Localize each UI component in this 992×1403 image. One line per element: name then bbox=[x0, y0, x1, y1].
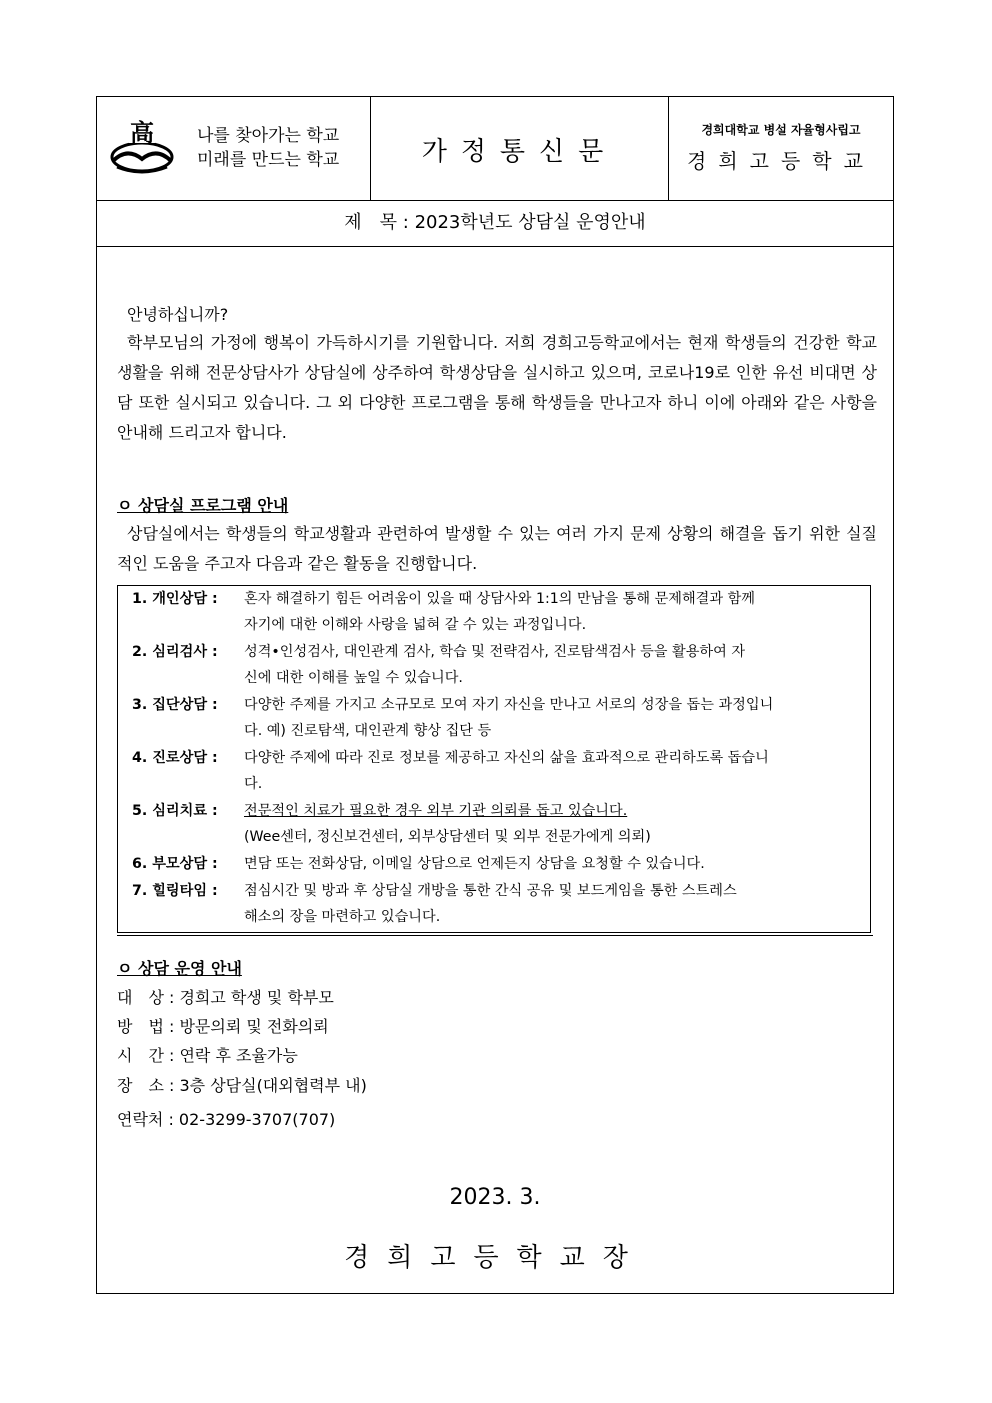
program-section-heading: ㅇ 상담실 프로그램 안내 bbox=[117, 496, 289, 515]
greeting: 안녕하십니까? bbox=[127, 305, 229, 324]
school-emblem-icon bbox=[107, 117, 177, 177]
letter-header bbox=[97, 97, 893, 201]
program-item-text: 전문적인 치료가 필요한 경우 외부 기관 의뢰를 돕고 있습니다. (Wee센터, 정신보건센터, 외부상담센터 및 외부 전문가에게 의뢰) bbox=[244, 803, 651, 845]
school-affiliation: 경희대학교 병설 자율형사립고 bbox=[701, 123, 861, 137]
program-item-text: 점심시간 및 방과 후 상담실 개방을 통한 간식 공유 및 보드게임을 통한 스트레스 해소의 장을 마련하고 있습니다. bbox=[244, 883, 737, 925]
school-name: 경희고등학교 bbox=[687, 149, 875, 173]
header-title-cell bbox=[371, 97, 669, 200]
svg-text:高: 高 bbox=[130, 118, 154, 147]
letter-date: 2023. 3. bbox=[449, 1185, 541, 1210]
box-bottom-rule bbox=[117, 935, 873, 936]
intro-paragraph: 학부모님의 가정에 행복이 가득하시기를 기원합니다. 저희 경희고등학교에서는 현재 학생들의 건강한 학교생활을 위해 전문상담사가 상담실에 상주하여 학생상담을 실시하고 있으며, 코로나19로 인한 유선 비대면 상담 또한 실시되고 있습니다. 그 외 다양한 프로그램을 통해 학생들을 만나고자 하니 이에 아래와 같은 사항을 안내해 드리고자 합니다. bbox=[117, 333, 877, 442]
letter-frame bbox=[96, 96, 894, 1294]
program-item-label: 4. 진로상담 : bbox=[132, 750, 218, 766]
motto-line-2: 미래를 만드는 학교 bbox=[197, 150, 340, 170]
program-item-label: 2. 심리검사 : bbox=[132, 644, 218, 660]
program-item-label: 1. 개인상담 : bbox=[132, 591, 218, 607]
school-motto bbox=[197, 124, 339, 172]
program-item-text: 다양한 주제를 가지고 소규모로 모여 자기 자신을 만나고 서로의 성장을 돕는 과정입니 다. 예) 진로탐색, 대인관계 향상 집단 등 bbox=[244, 697, 774, 739]
header-motto-cell bbox=[97, 97, 371, 200]
program-list-box bbox=[117, 585, 871, 933]
program-item-label: 3. 집단상담 : bbox=[132, 697, 218, 713]
subject-line: 제 목 : 2023학년도 상담실 운영안내 bbox=[97, 200, 893, 247]
operation-contact: 연락처 : 02-3299-3707(707) bbox=[117, 1110, 336, 1129]
program-description: 상담실에서는 학생들의 학교생활과 관련하여 발생할 수 있는 여러 가지 문제 상황의 해결을 돕기 위한 실질적인 도움을 주고자 다음과 같은 활동을 진행합니다. bbox=[117, 524, 877, 573]
operation-target: 대 상 : 경희고 학생 및 학부모 bbox=[117, 988, 334, 1007]
operation-place: 장 소 : 3층 상담실(대외협력부 내) bbox=[117, 1076, 367, 1095]
operation-section-heading: ㅇ 상담 운영 안내 bbox=[117, 959, 242, 978]
program-item-label: 7. 힐링타임 : bbox=[132, 883, 218, 899]
header-school-cell bbox=[669, 97, 893, 200]
document-title: 가정통신문 bbox=[421, 137, 618, 167]
motto-line-1: 나를 찾아가는 학교 bbox=[197, 126, 340, 146]
operation-method: 방 법 : 방문의뢰 및 전화의뢰 bbox=[117, 1017, 329, 1036]
program-item-text: 면담 또는 전화상담, 이메일 상담으로 언제든지 상담을 요청할 수 있습니다. bbox=[244, 856, 705, 872]
principal-signature: 경희고등학교장 bbox=[344, 1243, 646, 1273]
operation-time: 시 간 : 연락 후 조율가능 bbox=[117, 1046, 298, 1065]
program-item-text: 혼자 해결하기 힘든 어려움이 있을 때 상담사와 1:1의 만남을 통해 문제해결과 함께 자기에 대한 이해와 사랑을 넓혀 갈 수 있는 과정입니다. bbox=[244, 591, 756, 633]
program-item-text: 다양한 주제에 따라 진로 정보를 제공하고 자신의 삶을 효과적으로 관리하도록 돕습니 다. bbox=[244, 750, 769, 792]
program-item-label: 5. 심리치료 : bbox=[132, 803, 218, 819]
program-item-label: 6. 부모상담 : bbox=[132, 856, 218, 872]
program-item-text: 성격•인성검사, 대인관계 검사, 학습 및 전략검사, 진로탐색검사 등을 활용하여 자 신에 대한 이해를 높일 수 있습니다. bbox=[244, 644, 746, 686]
